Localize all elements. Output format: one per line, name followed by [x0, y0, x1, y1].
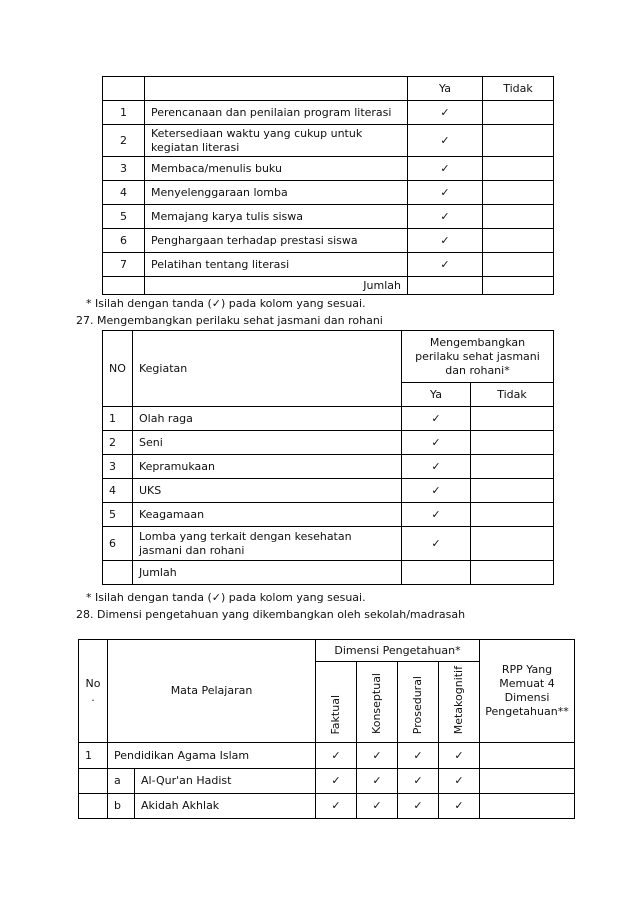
header-mapel: Mata Pelajaran: [108, 640, 316, 743]
row-label: Kepramukaan: [133, 455, 402, 479]
header-tidak: Tidak: [471, 383, 554, 407]
check-mark: ✓: [408, 181, 483, 205]
row-label: Ketersediaan waktu yang cukup untuk kegiatan literasi: [145, 125, 408, 157]
row-label: Menyelenggaraan lomba: [145, 181, 408, 205]
row-label: Penghargaan terhadap prestasi siswa: [145, 229, 408, 253]
knowledge-dimension-table: [78, 639, 575, 819]
row-label: Pendidikan Agama Islam: [108, 743, 316, 769]
row-label: Al-Qur'an Hadist: [135, 769, 316, 794]
header-prosedural: Prosedural: [411, 676, 424, 735]
header-group: Mengembangkan perilaku sehat jasmani dan rohani*: [402, 331, 554, 383]
row-no: 5: [103, 205, 145, 229]
check-mark: ✓: [357, 769, 398, 794]
row-label: Akidah Akhlak: [135, 794, 316, 819]
row-label: Memajang karya tulis siswa: [145, 205, 408, 229]
total-label: Jumlah: [145, 277, 408, 295]
header-konseptual: Konseptual: [370, 673, 383, 735]
row-no: 1: [103, 407, 133, 431]
section-heading-28: 28. Dimensi pengetahuan yang dikembangkan oleh sekolah/madrasah: [76, 608, 466, 621]
check-mark: ✓: [402, 527, 471, 561]
row-no: 6: [103, 527, 133, 561]
check-mark: ✓: [402, 455, 471, 479]
literacy-table: [102, 76, 554, 295]
check-mark: ✓: [408, 125, 483, 157]
header-no: No .: [79, 640, 108, 743]
total-label: Jumlah: [133, 561, 402, 585]
header-no: NO: [103, 331, 133, 407]
header-kegiatan: Kegiatan: [133, 331, 402, 407]
check-mark: ✓: [408, 253, 483, 277]
check-mark: ✓: [402, 503, 471, 527]
row-label: Pelatihan tentang literasi: [145, 253, 408, 277]
check-mark: ✓: [316, 769, 357, 794]
check-mark: ✓: [402, 479, 471, 503]
check-mark: ✓: [398, 769, 439, 794]
check-mark: ✓: [408, 157, 483, 181]
check-mark: ✓: [316, 743, 357, 769]
check-mark: ✓: [398, 794, 439, 819]
header-ya: Ya: [408, 77, 483, 101]
row-no: 3: [103, 455, 133, 479]
check-mark: ✓: [398, 743, 439, 769]
check-mark: ✓: [408, 101, 483, 125]
row-no: 6: [103, 229, 145, 253]
check-mark: ✓: [439, 743, 480, 769]
row-letter: b: [108, 794, 135, 819]
header-faktual: Faktual: [329, 694, 342, 735]
instruction-note: * Isilah dengan tanda (✓) pada kolom yang sesuai.: [86, 297, 366, 310]
check-mark: ✓: [439, 769, 480, 794]
check-mark: ✓: [357, 794, 398, 819]
row-label: Perencanaan dan penilaian program literasi: [145, 101, 408, 125]
row-no: 1: [103, 101, 145, 125]
section-heading-27: 27. Mengembangkan perilaku sehat jasmani dan rohani: [76, 314, 383, 327]
header-rpp: RPP Yang Memuat 4 Dimensi Pengetahuan**: [480, 640, 575, 743]
check-mark: ✓: [408, 229, 483, 253]
health-activities-table: [102, 330, 554, 585]
header-ya: Ya: [402, 383, 471, 407]
header-tidak: Tidak: [483, 77, 554, 101]
check-mark: ✓: [316, 794, 357, 819]
row-label: Seni: [133, 431, 402, 455]
row-no: 1: [79, 743, 108, 769]
row-no: 4: [103, 181, 145, 205]
row-letter: a: [108, 769, 135, 794]
row-label: Olah raga: [133, 407, 402, 431]
check-mark: ✓: [402, 431, 471, 455]
check-mark: ✓: [357, 743, 398, 769]
row-no: 2: [103, 431, 133, 455]
instruction-note: * Isilah dengan tanda (✓) pada kolom yang sesuai.: [86, 591, 366, 604]
check-mark: ✓: [408, 205, 483, 229]
row-no: 7: [103, 253, 145, 277]
row-no: 4: [103, 479, 133, 503]
row-label: UKS: [133, 479, 402, 503]
row-label: Lomba yang terkait dengan kesehatan jasmani dan rohani: [133, 527, 402, 561]
header-metakognitif: Metakognitif: [452, 666, 465, 735]
row-label: Membaca/menulis buku: [145, 157, 408, 181]
row-label: Keagamaan: [133, 503, 402, 527]
row-no: 5: [103, 503, 133, 527]
row-no: 3: [103, 157, 145, 181]
row-no: 2: [103, 125, 145, 157]
check-mark: ✓: [402, 407, 471, 431]
header-group: Dimensi Pengetahuan*: [316, 640, 480, 662]
check-mark: ✓: [439, 794, 480, 819]
